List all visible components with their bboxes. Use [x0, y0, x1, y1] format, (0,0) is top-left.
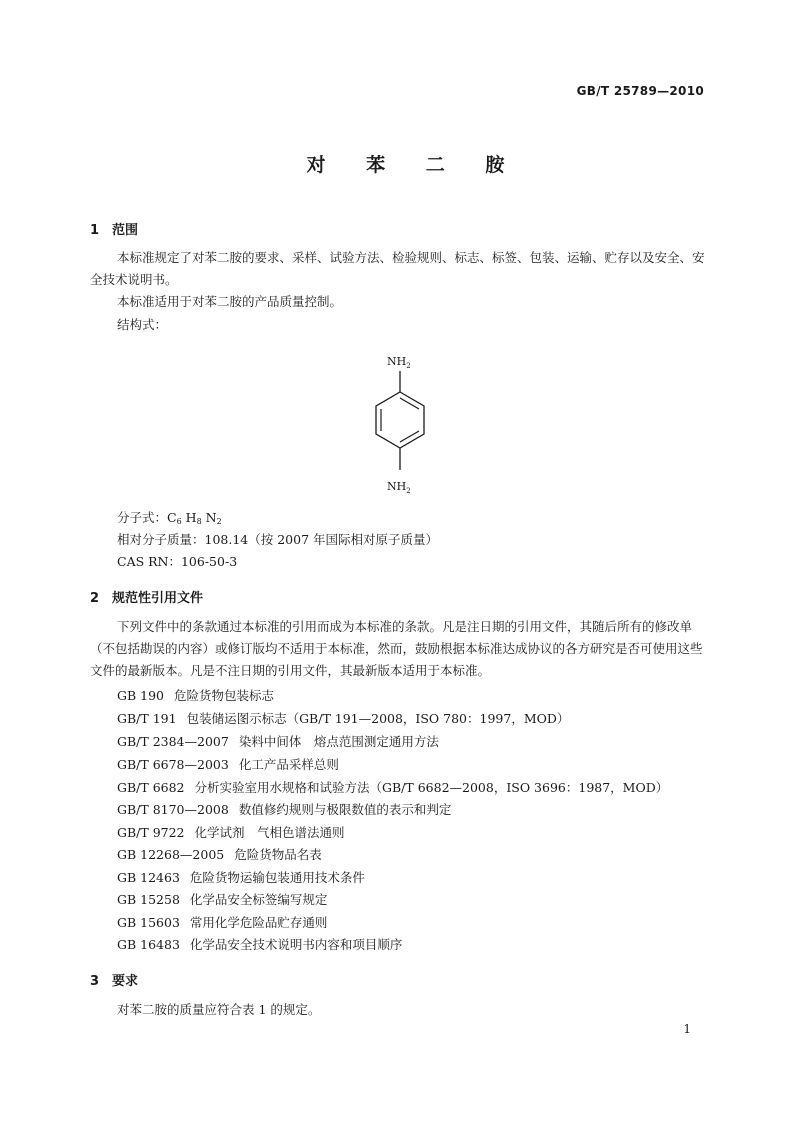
reference-title: 危险货物运输包装通用技术条件 [189, 870, 365, 885]
reference-code: GB 15258 [117, 892, 180, 907]
scope-paragraph [90, 247, 706, 291]
reference-title: 数值修约规则与极限数值的表示和判定 [238, 802, 452, 817]
references-intro [90, 616, 706, 682]
formula-label: 分子式： [117, 510, 168, 525]
section-1-heading [90, 219, 138, 238]
section-number: 2 [90, 591, 100, 606]
cas-number: CAS RN：106-50-3 [117, 554, 238, 569]
formula-n-count: 2 [216, 517, 222, 526]
reference-title: 化学品安全技术说明书内容和项目顺序 [189, 937, 403, 952]
section-3-heading [90, 970, 138, 989]
reference-code: GB 12463 [117, 870, 180, 885]
bottom-amine-label: $NH_2$ [387, 480, 411, 495]
reference-item [117, 867, 365, 889]
document-title: 对 苯 二 胺 [306, 154, 522, 176]
reference-title: 常用化学危险品贮存通则 [189, 915, 328, 930]
requirements-line: 对苯二胺的质量应符合表 1 的规定。 [117, 1002, 321, 1017]
page-number: 1 [683, 1022, 691, 1036]
reference-item [117, 889, 327, 911]
reference-code: GB 190 [117, 688, 165, 703]
scope-text: 本标准规定了对苯二胺的要求、采样、试验方法、检验规则、标志、标签、包装、运输、贮存以及安全、安全技术说明书。 [90, 250, 705, 287]
reference-title: 染料中间体 熔点范围测定通用方法 [238, 734, 439, 749]
reference-code: GB/T 6678—2003 [117, 757, 229, 772]
reference-code: GB/T 8170—2008 [117, 802, 229, 817]
section-title: 范围 [112, 223, 139, 238]
reference-item [117, 708, 569, 730]
reference-code: GB/T 191 [117, 711, 177, 726]
structural-formula [343, 348, 453, 504]
reference-title: 危险货物品名表 [234, 847, 322, 862]
formula-c: C [167, 510, 177, 525]
formula-h-count: 8 [196, 517, 202, 526]
reference-item [117, 754, 339, 776]
references-intro-text: 下列文件中的条款通过本标准的引用而成为本标准的条款。凡是注日期的引用文件，其随后所有的修改单（不包括勘误的内容）或修订版均不适用于本标准，然而，鼓励根据本标准达成协议的各方研究是否可使用这些文件的最新版本。凡是不注日期的引用文件，其最新版本适用于本标准。 [90, 619, 703, 678]
ring-double-bond [400, 431, 419, 442]
reference-title: 化学试剂 气相色谱法通则 [194, 825, 345, 840]
reference-code: GB 16483 [117, 937, 180, 952]
standard-code: GB/T 25789—2010 [576, 84, 704, 98]
section-title: 要求 [112, 974, 139, 989]
reference-item [117, 934, 402, 956]
reference-code: GB/T 9722 [117, 825, 185, 840]
applicability-line: 本标准适用于对苯二胺的产品质量控制。 [117, 294, 343, 309]
reference-title: 危险货物包装标志 [174, 688, 275, 703]
ring-double-bond [400, 398, 419, 409]
reference-item [117, 822, 345, 844]
top-amine-label: $NH_2$ [387, 355, 411, 370]
reference-title: 化学品安全标签编写规定 [189, 892, 328, 907]
benzene-ring-diagram [343, 348, 453, 504]
section-number: 1 [90, 223, 100, 238]
reference-code: GB 12268—2005 [117, 847, 225, 862]
section-number: 3 [90, 974, 100, 989]
reference-title: 化工产品采样总则 [238, 757, 339, 772]
reference-title: 分析实验室用水规格和试验方法（GB/T 6682—2008，ISO 3696：1987，MOD） [194, 780, 669, 795]
reference-item [117, 685, 274, 707]
section-title: 规范性引用文件 [112, 591, 204, 606]
reference-code: GB/T 2384—2007 [117, 734, 229, 749]
reference-item [117, 912, 327, 934]
formula-h: H [185, 510, 197, 525]
reference-item [117, 731, 439, 753]
reference-code: GB/T 6682 [117, 780, 185, 795]
benzene-ring [376, 392, 424, 448]
reference-item [117, 844, 322, 866]
reference-item [117, 799, 451, 821]
formula-c-count: 6 [176, 517, 182, 526]
structure-label: 结构式： [117, 317, 168, 332]
reference-item [117, 777, 668, 799]
section-2-heading [90, 587, 203, 606]
molar-mass: 相对分子质量：108.14（按 2007 年国际相对原子质量） [117, 532, 438, 547]
reference-title: 包装储运图示标志（GB/T 191—2008，ISO 780：1997，MOD） [186, 711, 570, 726]
reference-code: GB 15603 [117, 915, 180, 930]
formula-n: N [205, 510, 217, 525]
